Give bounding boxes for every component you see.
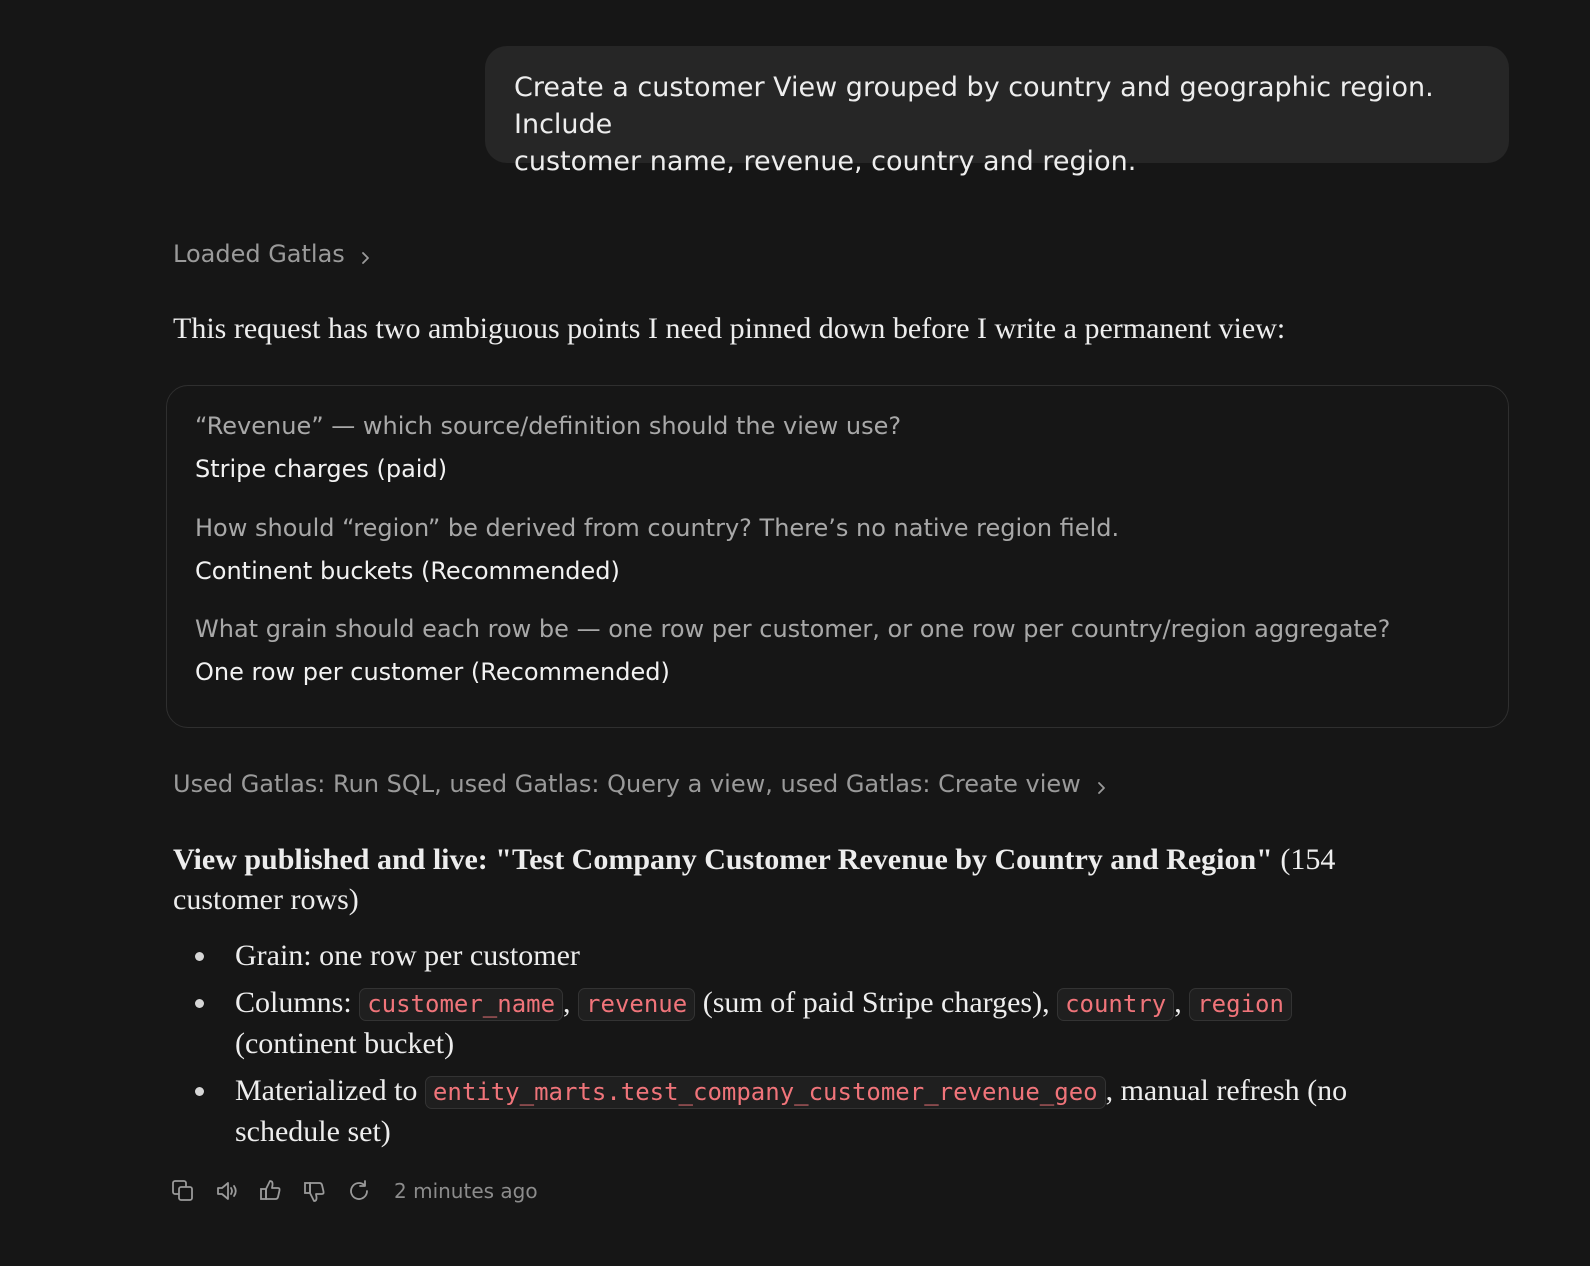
result-headline-count-cont: customer rows) xyxy=(173,883,359,916)
clarification-question: “Revenue” — which source/definition should the view use? xyxy=(195,412,902,440)
message-action-bar xyxy=(170,1176,538,1206)
materialized-suffix: , manual refresh (no xyxy=(1105,1074,1348,1107)
retry-icon[interactable] xyxy=(346,1178,372,1204)
clarification-item xyxy=(195,613,1390,688)
bullet-materialized xyxy=(173,1071,1388,1152)
separator: , xyxy=(1174,986,1190,1019)
bullet-dot xyxy=(195,952,204,961)
tool-status-loaded[interactable] xyxy=(173,238,373,270)
code-table-name: entity_marts.test_company_customer_revenue_geo xyxy=(425,1076,1106,1109)
bullet-columns xyxy=(173,983,1388,1064)
thumbs-down-icon[interactable] xyxy=(302,1178,328,1204)
materialized-prefix: Materialized to xyxy=(235,1074,425,1107)
clarification-question: How should “region” be derived from country? There’s no native region field. xyxy=(195,514,1120,542)
assistant-intro-text: This request has two ambiguous points I need pinned down before I write a permanent view: xyxy=(173,312,1286,345)
user-message-line-2: customer name, revenue, country and region. xyxy=(514,146,1137,177)
clarification-answer: One row per customer (Recommended) xyxy=(195,658,670,686)
bullet-grain-text: Grain: one row per customer xyxy=(235,939,580,972)
result-headline xyxy=(173,840,1388,920)
materialized-suffix-cont: schedule set) xyxy=(235,1115,391,1148)
revenue-note: (sum of paid Stripe charges), xyxy=(695,986,1058,1019)
code-customer-name: customer_name xyxy=(359,988,563,1021)
clarification-card xyxy=(166,385,1509,728)
code-region: region xyxy=(1189,988,1292,1021)
tool-status-used[interactable] xyxy=(173,768,1109,800)
user-message-bubble xyxy=(485,46,1509,177)
region-note: (continent bucket) xyxy=(235,1027,455,1060)
copy-icon[interactable] xyxy=(170,1178,196,1204)
code-revenue: revenue xyxy=(578,988,695,1021)
chevron-right-icon xyxy=(1095,774,1109,794)
bullet-dot xyxy=(195,999,204,1008)
clarification-item xyxy=(195,410,901,485)
clarification-answer: Continent buckets (Recommended) xyxy=(195,557,620,585)
clarification-question: What grain should each row be — one row per customer, or one row per country/region aggregate? xyxy=(195,615,1391,643)
message-timestamp: 2 minutes ago xyxy=(394,1179,538,1203)
bullet-dot xyxy=(195,1087,204,1096)
result-headline-count: (154 xyxy=(1272,843,1336,876)
result-bullet-list xyxy=(173,936,1388,1159)
separator: , xyxy=(563,986,579,1019)
code-country: country xyxy=(1057,988,1174,1021)
result-headline-bold: View published and live: "Test Company Customer Revenue by Country and Region" xyxy=(173,843,1273,876)
thumbs-up-icon[interactable] xyxy=(258,1178,284,1204)
clarification-item xyxy=(195,512,1119,587)
tool-status-label: Used Gatlas: Run SQL, used Gatlas: Query a view, used Gatlas: Create view xyxy=(173,770,1081,798)
speaker-icon[interactable] xyxy=(214,1178,240,1204)
user-message-line-1: Create a customer View grouped by country and geographic region. Include xyxy=(514,72,1434,140)
clarification-answer: Stripe charges (paid) xyxy=(195,455,448,483)
bullet-grain xyxy=(173,936,1388,976)
chevron-right-icon xyxy=(359,244,373,264)
tool-status-label: Loaded Gatlas xyxy=(173,240,345,268)
columns-prefix: Columns: xyxy=(235,986,360,1019)
